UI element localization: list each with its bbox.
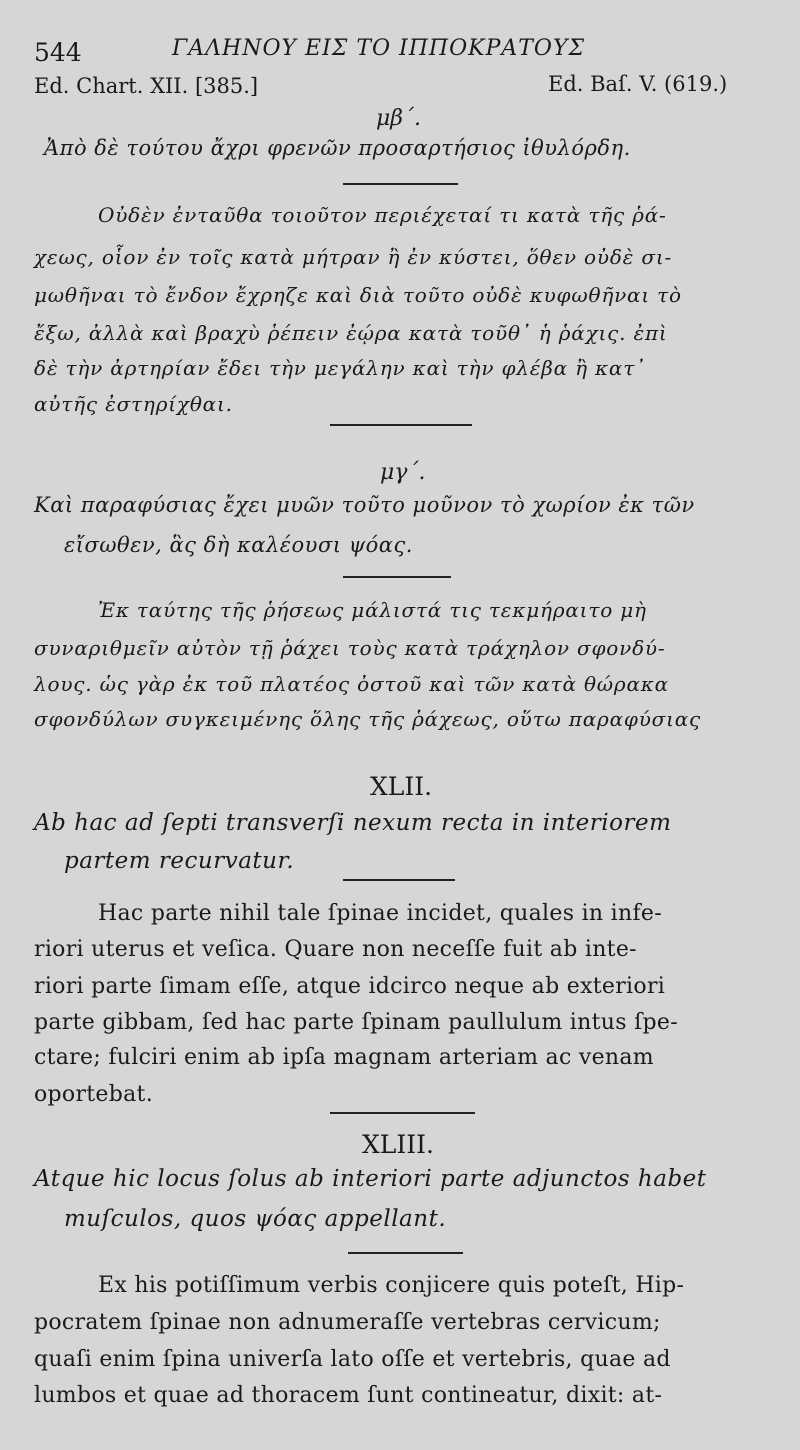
- greek-commentary-line: δὲ τὴν ἀρτηρίαν ἔδει τὴν μεγάλην καὶ τὴν φλέβα ἢ κατ᾽: [34, 356, 646, 380]
- divider-rule: [343, 576, 451, 578]
- greek-commentary-line: συναριθμεῖν αὐτὸν τῇ ῥάχει τοὺς κατὰ τράχηλον σφονδύ-: [34, 636, 666, 660]
- latin-lemma-line: partem recurvatur.: [64, 848, 295, 874]
- latin-section-number: XLIII.: [362, 1130, 434, 1159]
- latin-commentary-line: pocratem ſpinae non adnumeraſſe vertebras cervicum;: [34, 1310, 661, 1335]
- greek-lemma-line: Καὶ παραφύσιας ἔχει μυῶν τοῦτο μοῦνον τὸ χωρίον ἐκ τῶν: [34, 493, 695, 517]
- page-number: 544: [34, 38, 82, 67]
- greek-lemma-line: εἴσωθεν, ἃς δὴ καλέουσι ψόας.: [64, 533, 413, 557]
- edition-left: Ed. Chart. XII. [385.]: [34, 74, 259, 98]
- divider-rule: [343, 879, 455, 881]
- divider-rule: [348, 1252, 463, 1254]
- greek-commentary-line: χεως, οἷον ἐν τοῖς κατὰ μήτραν ἢ ἐν κύστει, ὅθεν οὐδὲ σι-: [34, 245, 673, 269]
- latin-lemma-line: Atque hic locus ſolus ab interiori parte adjunctos habet: [34, 1166, 707, 1192]
- latin-commentary-line: oportebat.: [34, 1082, 153, 1107]
- latin-commentary-line: riori parte ſimam eſſe, atque idcirco neque ab exteriori: [34, 974, 666, 999]
- greek-commentary-line: μωθῆναι τὸ ἔνδον ἔχρηζε καὶ διὰ τοῦτο οὐδὲ κυφωθῆναι τὸ: [34, 283, 682, 307]
- edition-right: Ed. Baſ. V. (619.): [548, 72, 728, 96]
- latin-commentary-line: Ex his potiſſimum verbis conjicere quis poteſt, Hip-: [98, 1273, 685, 1298]
- latin-commentary-line: riori uterus et veſica. Quare non neceſſe fuit ab inte-: [34, 937, 637, 962]
- latin-section-number: XLII.: [370, 772, 433, 801]
- greek-commentary-line: ἔξω, ἀλλὰ καὶ βραχὺ ῥέπειν ἐῴρα κατὰ τοῦθ᾽ ἡ ῥάχις. ἐπὶ: [34, 321, 668, 345]
- latin-commentary-line: Hac parte nihil tale ſpinae incidet, quales in infe-: [98, 901, 662, 926]
- greek-lemma: Ἀπὸ δὲ τούτου ἄχρι φρενῶν προσαρτήσιος ἰθυλόρδη.: [44, 136, 631, 160]
- running-title: ΓΑΛΗΝΟΥ ΕΙΣ ΤΟ ΙΠΠΟΚΡΑΤΟΥΣ: [172, 36, 586, 61]
- greek-section-number: μγ΄.: [380, 460, 426, 485]
- greek-commentary-line: αὐτῆς ἐστηρίχθαι.: [34, 392, 233, 416]
- divider-rule: [330, 424, 472, 426]
- latin-commentary-line: quaſi enim ſpina univerſa lato oſſe et vertebris, quae ad: [34, 1347, 671, 1372]
- greek-commentary-line: σφονδύλων συγκειμένης ὅλης τῆς ῥάχεως, οὕτω παραφύσιας: [34, 707, 702, 731]
- latin-commentary-line: lumbos et quae ad thoracem ſunt contineatur, dixit: at-: [34, 1383, 663, 1408]
- greek-commentary-line: Οὐδὲν ἐνταῦθα τοιοῦτον περιέχεταί τι κατὰ τῆς ῥά-: [98, 203, 667, 227]
- latin-commentary-line: ctare; fulciri enim ab ipſa magnam arteriam ac venam: [34, 1045, 654, 1070]
- greek-section-number: μβ΄.: [376, 106, 422, 131]
- greek-commentary-line: λους. ὡς γὰρ ἐκ τοῦ πλατέος ὀστοῦ καὶ τῶν κατὰ θώρακα: [34, 672, 669, 696]
- latin-lemma-line: muſculos, quos ψόας appellant.: [64, 1206, 447, 1232]
- latin-lemma-line: Ab hac ad ſepti transverſi nexum recta in interiorem: [34, 810, 672, 836]
- latin-commentary-line: parte gibbam, ſed hac parte ſpinam paullulum intus ſpe-: [34, 1010, 678, 1035]
- divider-rule: [330, 1112, 475, 1114]
- divider-rule: [343, 183, 458, 185]
- greek-commentary-line: Ἐκ ταύτης τῆς ῥήσεως μάλιστά τις τεκμήραιτο μὴ: [98, 598, 647, 622]
